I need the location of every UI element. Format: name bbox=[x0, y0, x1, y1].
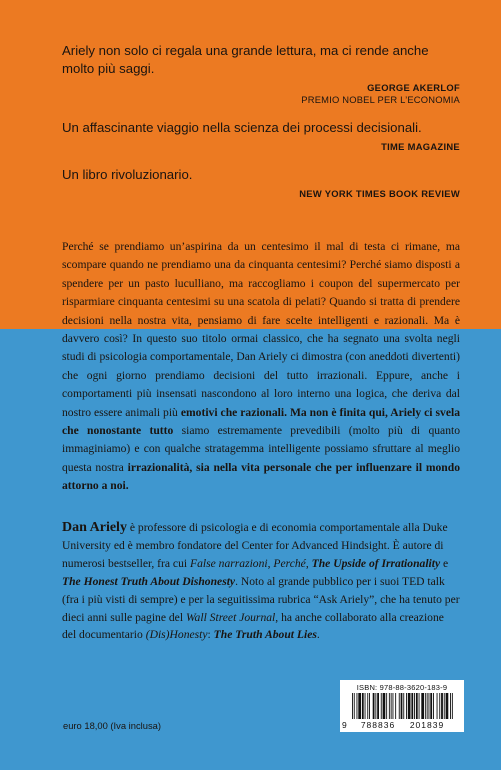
barcode-bars bbox=[350, 693, 454, 723]
quote-nyt bbox=[62, 166, 460, 200]
quote-akerlof bbox=[62, 42, 460, 106]
quote-role: PREMIO NOBEL PER L’ECONOMIA bbox=[301, 94, 460, 105]
barcode-bar bbox=[427, 693, 428, 719]
barcode-bar bbox=[411, 693, 413, 719]
barcode-bar bbox=[425, 693, 426, 719]
quote-author: GEORGE AKERLOF bbox=[367, 82, 460, 93]
blurb-paragraph bbox=[62, 238, 460, 496]
quote-time bbox=[62, 119, 460, 153]
author-name: Dan Ariely bbox=[62, 520, 127, 535]
barcode-bar bbox=[446, 693, 449, 719]
bio-text-4: . bbox=[316, 628, 320, 642]
blurb-bold-1: emotivi che razionali. Ma non è finita qui, Ariely ci svela che nonostante tutto bbox=[62, 405, 460, 438]
blurb-middle: siamo estremamente prevedibili (molto più di quanto immaginiamo) e con qualche stratagemma intelligente possiamo sfruttare al meglio questa nostra bbox=[62, 424, 461, 474]
barcode-bar bbox=[362, 693, 364, 719]
review-quotes bbox=[62, 42, 460, 213]
book-title-4: The Honest Truth About Dishonesty bbox=[62, 574, 236, 588]
price-label: euro 18,00 (Iva inclusa) bbox=[63, 720, 161, 731]
barcode-bar bbox=[391, 693, 392, 719]
barcode-bar bbox=[439, 693, 440, 719]
barcode-bar bbox=[367, 693, 368, 719]
barcode-bar bbox=[421, 693, 424, 719]
barcode-bar bbox=[414, 693, 415, 719]
ean-digits-left: 788836 bbox=[360, 720, 396, 730]
quote-text: Un libro rivoluzionario. bbox=[62, 167, 193, 182]
blurb-bold-2: irrazionalità, sia nella vita personale che per influenzare il mondo attorno a noi. bbox=[62, 460, 461, 493]
barcode-bar bbox=[406, 693, 407, 719]
barcode-bar bbox=[399, 693, 400, 719]
barcode-bar bbox=[433, 693, 434, 719]
bio-sep: : bbox=[207, 628, 214, 642]
barcode-bar bbox=[441, 693, 443, 719]
barcode-bar bbox=[357, 693, 358, 719]
bio-sep: e bbox=[440, 556, 449, 570]
quote-text: Ariely non solo ci regala una grande lettura, ma ci rende anche molto più saggi. bbox=[62, 43, 429, 76]
barcode-bar bbox=[386, 693, 387, 719]
newspaper-title: Wall Street Journal bbox=[185, 610, 276, 624]
barcode-bar bbox=[416, 693, 418, 719]
blurb-main: Perché se prendiamo un’aspirina da un centesimo il mal di testa ci rimane, ma scompare quando ne prendiamo una da cinquanta centesimi? Perché siamo disposti a spendere per un pasto luculliano, ma raccogliamo i coupon del supermercato per risparmiare cinquanta centesimi su una scatola di pelati? Quando si tratta di prendere decisioni nella nostra vita, pensiamo di fare scelte intelligenti e razionali. Ma è davvero così? In questo suo titolo ormai classico, che ha segnato una svolta negli studi di psicologia comportamentale, Dan Ariely ci dimostra (con aneddoti divertenti) che ogni giorno prendiamo decisioni del tutto irrazionali. Eppure, anche i comportamenti più insensati nascondono al loro interno una logica, che deriva dal nostro essere animali più bbox=[62, 240, 460, 419]
book-title-3: The Upside of Irrationality bbox=[311, 556, 441, 570]
bio-sep: , bbox=[305, 556, 312, 570]
bio-sep: , bbox=[267, 556, 274, 570]
barcode-bar bbox=[430, 693, 432, 719]
quote-author: TIME MAGAZINE bbox=[381, 141, 460, 152]
bio-text-2: . Noto al grande pubblico per i suoi TED talk (fra i più visti di sempre) e per la seguitissima rubrica “Ask Ariely”, che ha tenuto per dieci anni sulle pagine del bbox=[62, 574, 460, 624]
quote-author: NEW YORK TIMES BOOK REVIEW bbox=[299, 188, 460, 199]
book-title-1: False narrazioni bbox=[190, 556, 268, 570]
barcode-bar bbox=[452, 693, 453, 719]
barcode-bar bbox=[352, 693, 353, 719]
barcode-bar bbox=[393, 693, 394, 719]
bio-text-3: , ha anche collaborato alla creazione del documentario bbox=[62, 610, 444, 642]
documentary-title-1: (Dis)Honesty bbox=[145, 628, 208, 642]
book-blurb bbox=[62, 238, 460, 496]
quote-text: Un affascinante viaggio nella scienza dei processi decisionali. bbox=[62, 120, 422, 135]
barcode-box bbox=[340, 680, 464, 732]
barcode-bar bbox=[408, 693, 411, 719]
barcode-bar bbox=[383, 693, 386, 719]
barcode-bar bbox=[354, 693, 355, 719]
barcode-bar bbox=[377, 693, 379, 719]
barcode-bar bbox=[375, 693, 376, 719]
book-title-2: Perché bbox=[273, 556, 306, 570]
documentary-title-2: The Truth About Lies bbox=[213, 628, 317, 642]
barcode-bar bbox=[403, 693, 404, 719]
barcode-bar bbox=[450, 693, 451, 719]
barcode-bar bbox=[358, 693, 361, 719]
barcode-bar bbox=[429, 693, 430, 719]
barcode-bar bbox=[419, 693, 420, 719]
isbn-label: ISBN: 978-88-3620-183-9 bbox=[356, 683, 448, 692]
barcode-bar bbox=[373, 693, 375, 719]
barcode-bar bbox=[401, 693, 403, 719]
barcode-bar bbox=[369, 693, 370, 719]
barcode-bar bbox=[381, 693, 382, 719]
barcode-bar bbox=[389, 693, 390, 719]
ean-digits-right: 201839 bbox=[409, 720, 445, 730]
author-bio bbox=[62, 519, 460, 644]
bio-text-1: è professore di psicologia e di economia comportamentale alla Duke University ed è membro fondatore del Center for Advanced Hindsight. È autore di numerosi bestseller, fra cui bbox=[62, 521, 448, 570]
barcode-bar bbox=[444, 693, 445, 719]
ean-first-digit: 9 bbox=[342, 720, 347, 730]
barcode-bar bbox=[437, 693, 438, 719]
barcode-bar bbox=[395, 693, 396, 719]
barcode-bar bbox=[365, 693, 366, 719]
